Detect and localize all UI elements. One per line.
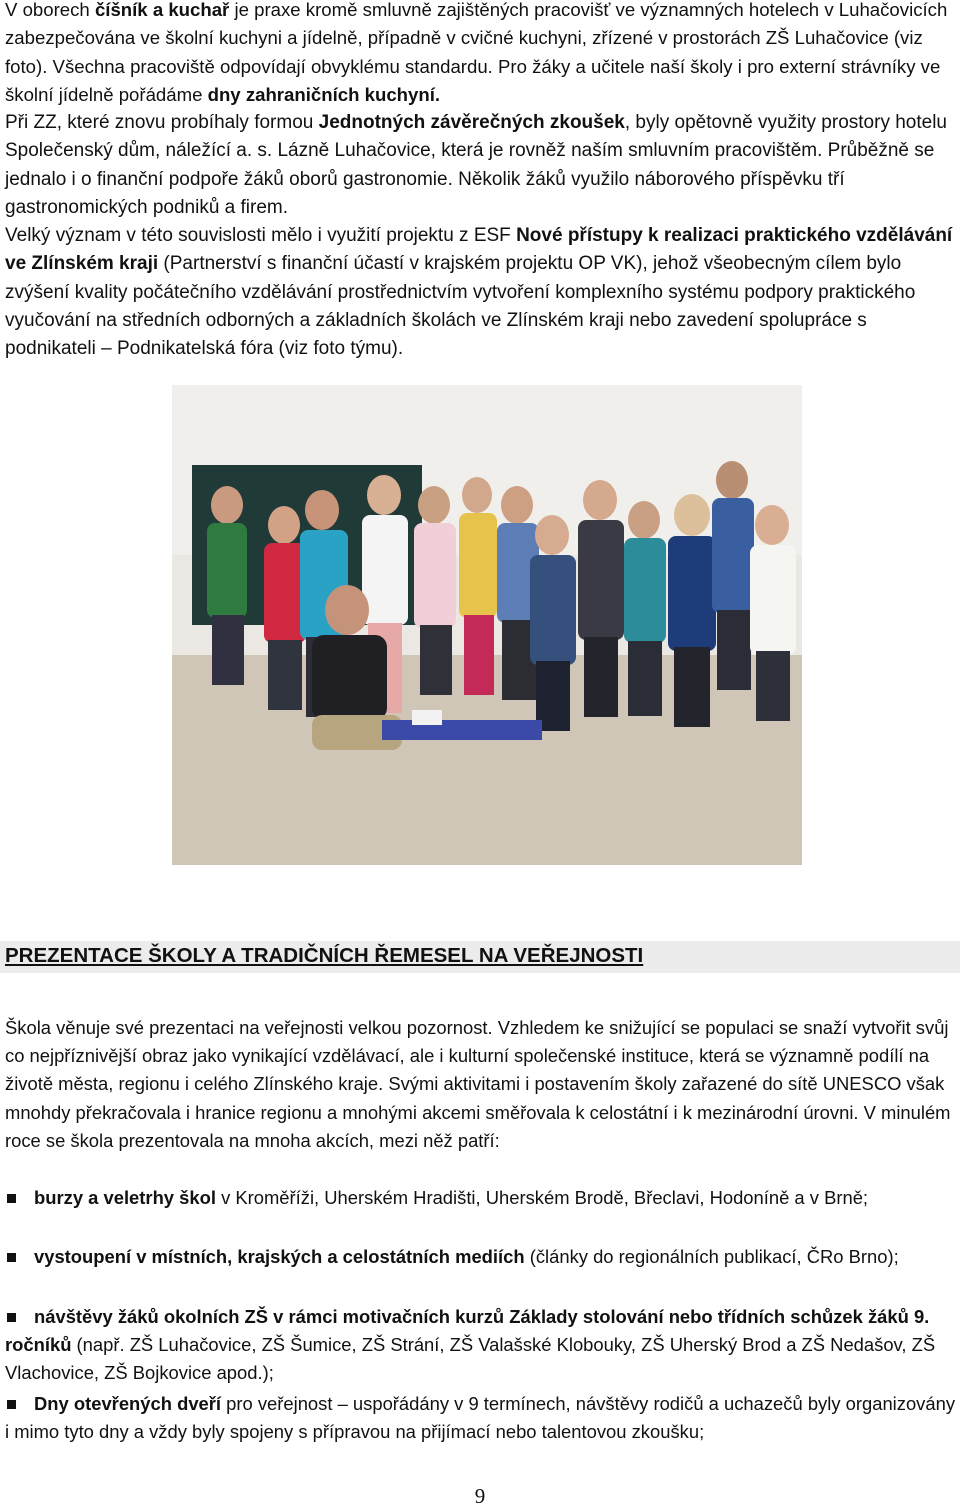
list-item-text: v Kroměříži, Uherském Hradišti, Uherském Brodě, Břeclavi, Hodoníně a v Brně; <box>215 1187 869 1208</box>
p1-bold-d: dny zahraničních kuchyní <box>207 83 435 105</box>
page-number: 9 <box>474 1484 486 1508</box>
team-photo-illustration <box>172 385 802 865</box>
list-item <box>5 1303 956 1388</box>
list-item <box>5 1184 956 1212</box>
list-item-text: (články do regionálních publikací, ČRo Brno); <box>524 1246 899 1267</box>
bullet-square-icon <box>7 1313 16 1322</box>
team-photo <box>172 385 802 865</box>
p1-bold-b: číšník a kuchař <box>94 0 230 20</box>
p1-text-a: V oborech <box>5 0 95 20</box>
paragraph-practice <box>5 0 956 109</box>
bullet-square-icon <box>7 1400 16 1409</box>
section-heading: PREZENTACE ŠKOLY A TRADIČNÍCH ŘEMESEL NA VEŘEJNOSTI <box>5 944 644 967</box>
p3-bold-b: Nové přístupy k realizaci praktického vzdělávání ve Zlínském kraji <box>5 225 953 275</box>
list-item-bold: burzy a veletrhy škol <box>34 1187 216 1208</box>
list-item-bold: vystoupení v místních, krajských a celostátních mediích <box>34 1246 525 1267</box>
p1-text-e: . <box>434 83 441 105</box>
list-item-text: pro veřejnost – uspořádány v 9 termínech, návštěvy rodičů a uchazečů byly organizovány i mimo tyto dny a vždy byly spojeny s přípravou na přijímací nebo talentovou zkoušku; <box>5 1393 956 1443</box>
paragraph-exams <box>5 109 956 222</box>
list-item <box>5 1243 956 1271</box>
p2-text-a: Při ZZ, které znovu probíhaly formou <box>5 112 319 133</box>
list-item-bold: návštěvy žáků okolních ZŠ v rámci motivačních kurzů Základy stolování nebo třídních schůzek žáků 9. ročníků <box>5 1306 930 1356</box>
p2-bold-b: Jednotných závěrečných zkoušek <box>318 112 625 133</box>
list-item-bold: Dny otevřených dveří <box>34 1393 222 1414</box>
p1-text-c: je praxe kromě smluvně zajištěných pracovišť ve významných hotelech v Luhačovicích zabezpečována ve školní kuchyni a jídelně, případně v cvičné kuchyni, zřízené v prostorách ZŠ Luhačovice (viz foto). Všechna pracoviště odpovídají obvyklému standardu. Pro žáky a učitele naší školy i pro externí strávníky ve školní jídelně pořádáme <box>5 0 948 105</box>
paragraph-esf-project <box>5 222 956 363</box>
bullet-square-icon <box>7 1194 16 1203</box>
bullet-square-icon <box>7 1253 16 1262</box>
section-intro-paragraph: Škola věnuje své prezentaci na veřejnosti velkou pozornost. Vzhledem ke snižující se populaci se snaží vytvořit svůj co nejpříznivější obraz jako vynikající vzdělávací, ale i kulturní společenské instituce, která se významně podílí na životě města, regionu i celého Zlínského kraje. Svými aktivitami i postavením školy zařazené do sítě UNESCO však mnohdy překračovala i hranice regionu a mnohými akcemi směřovala k celostátní i k mezinárodní úrovni. V minulém roce se škola prezentovala na mnoha akcích, mezi něž patří: <box>5 1017 951 1151</box>
p3-text-c: (Partnerství s finanční účastí v krajském projektu OP VK), jehož všeobecným cílem bylo zvýšení kvality počátečního vzdělávání prostřednictvím vytvoření komplexního systému podpory praktického vyučování na středních odborných a základních školách ve Zlínském kraji nebo zavedení spolupráce s podnikateli – Podnikatelská fóra (viz foto týmu). <box>5 253 916 360</box>
list-item-text: (např. ZŠ Luhačovice, ZŠ Šumice, ZŠ Strání, ZŠ Valašské Klobouky, ZŠ Uherský Brod a ZŠ Nedašov, ZŠ Vlachovice, ZŠ Bojkovice apod.); <box>5 1334 936 1384</box>
p2-text-c: , byly opětovně využity prostory hotelu Společenský dům, náležící a. s. Lázně Luhačovice, která je rovněž naším smluvním pracovištěm. Průběžně se jednalo i o finanční podpoře žáků oborů gastronomie. Několik žáků využilo náborového příspěvku tří gastronomických podniků a firem. <box>5 112 947 218</box>
list-item <box>5 1390 956 1446</box>
p3-text-a: Velký význam v této souvislosti mělo i využití projektu z ESF <box>5 225 517 246</box>
